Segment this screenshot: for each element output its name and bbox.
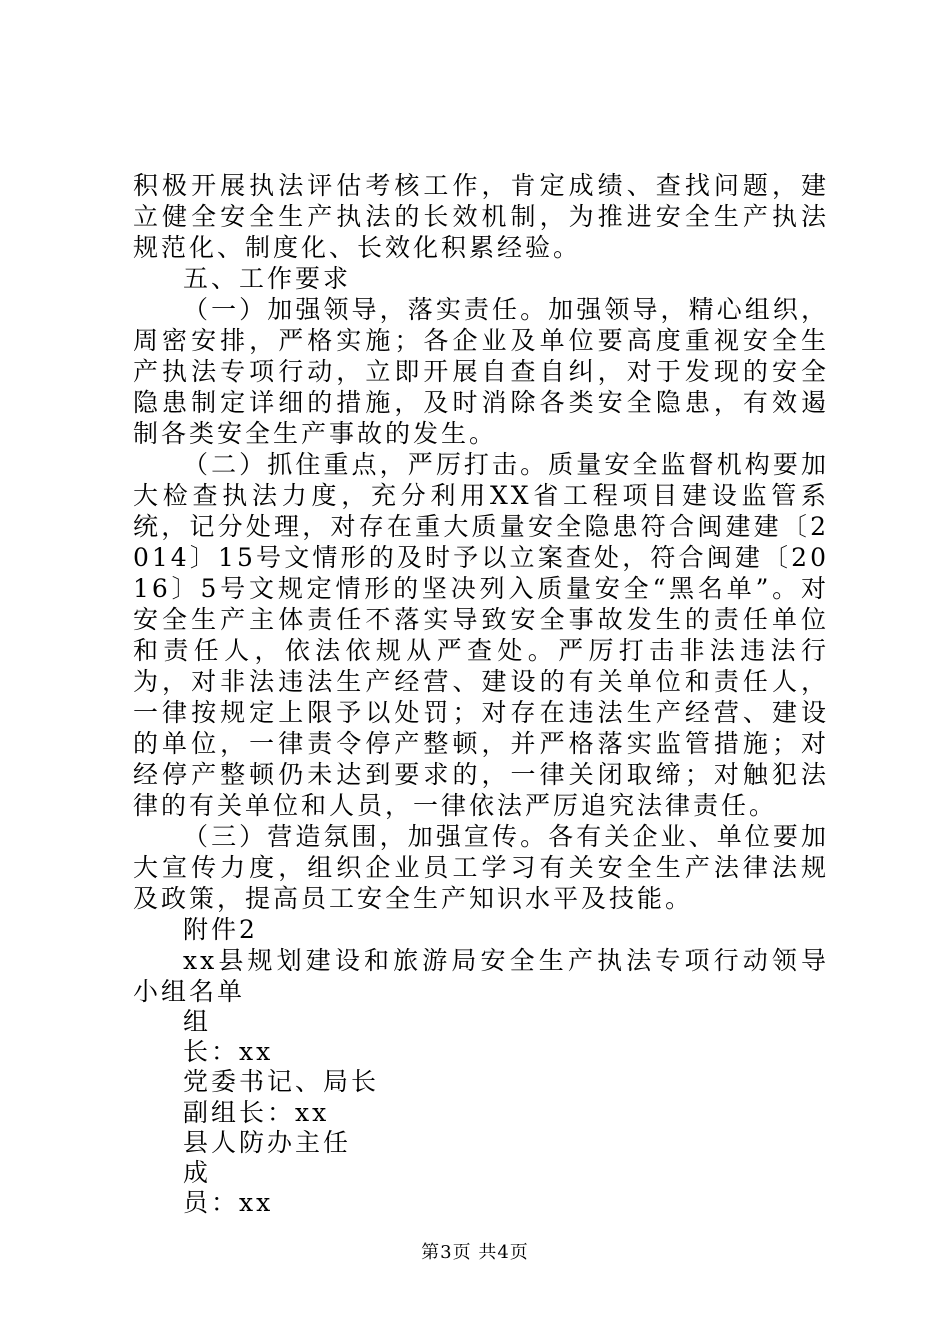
roster-line: 组	[183, 1007, 212, 1036]
attachment-title: xx县规划建设和旅游局安全生产执法专项行动领导小组名单	[133, 946, 829, 1006]
paragraph-intro: 积极开展执法评估考核工作，肯定成绩、查找问题，建立健全安全生产执法的长效机制，为推进安全生产执法规范化、制度化、长效化积累经验。	[133, 171, 829, 262]
paragraph-requirement-3: （三）营造氛围，加强宣传。各有关企业、单位要加大宣传力度，组织企业员工学习有关安全生产法律法规及政策，提高员工安全生产知识水平及技能。	[133, 822, 829, 913]
page-number-footer: 第3页 共4页	[421, 1242, 529, 1263]
roster-list	[133, 1007, 829, 1218]
roster-line: 成	[183, 1158, 212, 1188]
roster-line: 副组长：xx	[183, 1097, 330, 1127]
document-body	[133, 170, 829, 1218]
roster-line: 党委书记、局长	[183, 1067, 380, 1097]
roster-line: 员：xx	[183, 1188, 274, 1218]
paragraph-requirement-1: （一）加强领导，落实责任。加强领导，精心组织，周密安排，严格实施；各企业及单位要高度重视安全生产执法专项行动，立即开展自查自纠，对于发现的安全隐患制定详细的措施，及时消除各类安全隐患，有效遏制各类安全生产事故的发生。	[133, 295, 829, 448]
section-heading-work-requirements: 五、工作要求	[183, 264, 352, 293]
paragraph-requirement-2: （二）抓住重点，严厉打击。质量安全监督机构要加大检查执法力度，充分利用XX省工程项目建设监管系统，记分处理，对存在重大质量安全隐患符合闽建建〔2014〕15号文情形的及时予以立案查处，符合闽建〔2016〕5号文规定情形的坚决列入质量安全“黑名单”。对安全生产主体责任不落实导致安全事故发生的责任单位和责任人，依法依规从严查处。严厉打击非法违法行为，对非法违法生产经营、建设的有关单位和责任人，一律按规定上限予以处罚；对存在违法生产经营、建设的单位，一律责令停产整顿，并严格落实监管措施；对经停产整顿仍未达到要求的，一律关闭取缔；对触犯法律的有关单位和人员，一律依法严厉追究法律责任。	[133, 450, 829, 820]
roster-line: 长：xx	[183, 1037, 274, 1067]
roster-line: 县人防办主任	[183, 1127, 352, 1157]
attachment-label: 附件2	[183, 915, 258, 944]
